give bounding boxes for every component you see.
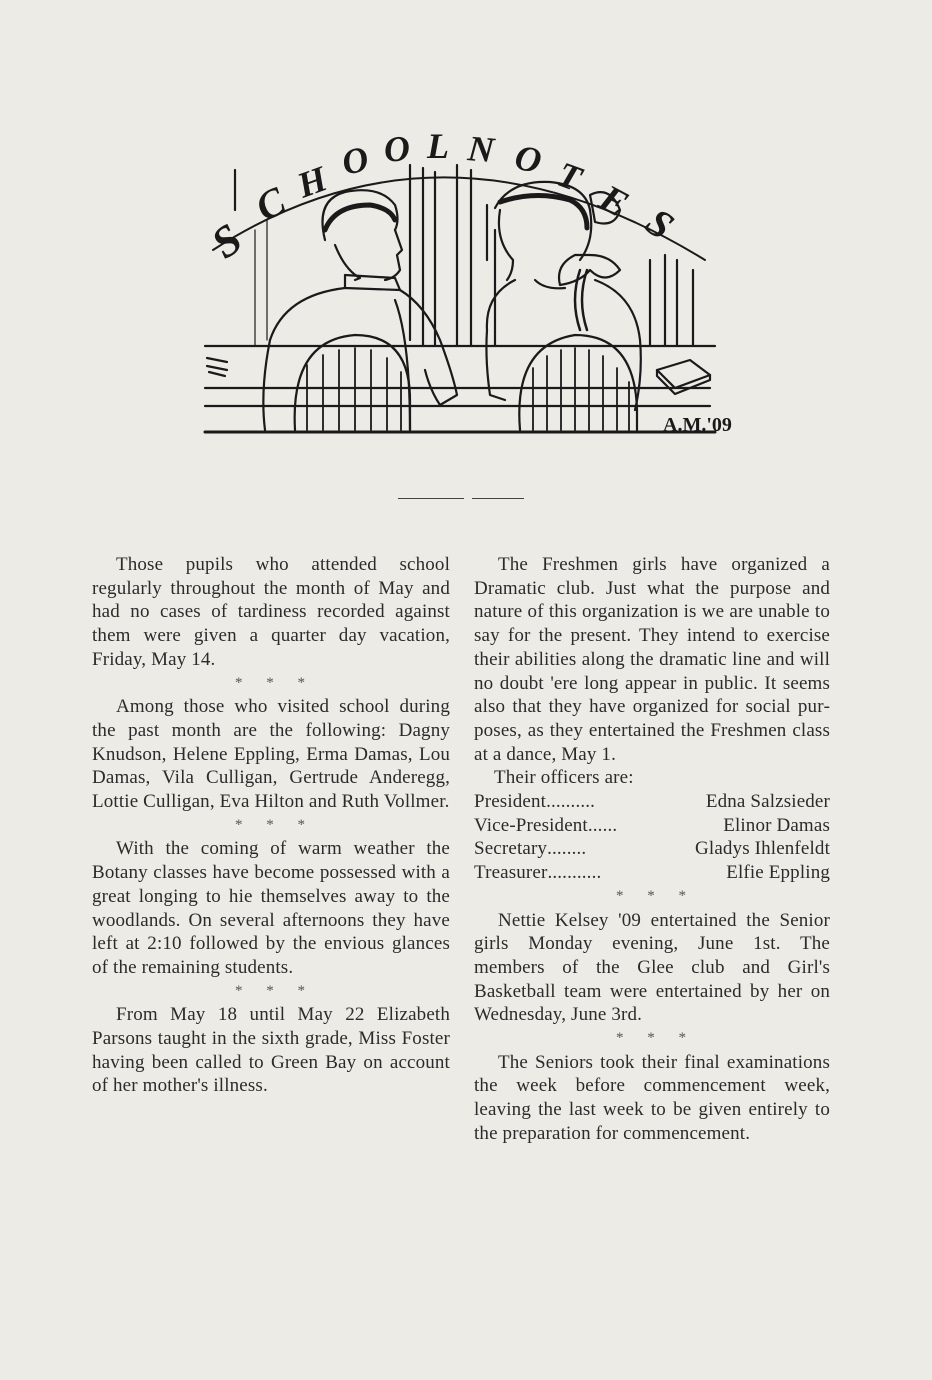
section-separator: * * * [235,816,315,833]
attendance-paragraph: Those pupils who attended school regularly throughout the month of May and had no cases of tardiness recorded against them were given a quarter day vacation, Friday, May 14. [92,554,450,670]
title-letter-t: T [552,153,587,200]
officer-role: President [474,791,547,813]
section-separator: * * * [235,674,315,691]
officer-role: Treasurer [474,862,548,884]
divider-rule-left [398,498,464,499]
header-illustration [195,110,732,440]
divider-rule-right [472,498,524,499]
officer-name: Elfie Eppling [726,862,830,884]
title-letter-s: S [202,214,251,269]
officers-heading: Their officers are: [494,767,634,789]
title-letter-s2: S [637,198,683,249]
school-notes-drawing [195,110,732,440]
title-letter-o2: O [382,127,412,170]
section-separator: * * * [616,887,696,904]
title-letter-o3: O [511,136,546,182]
kelsey-paragraph: Nettie Kelsey '09 entertained the Senior girls Monday evening, June 1st. The members of the Glee club and Girl's Basketball team were entertained by her on Wednesday, June 3rd. [474,909,830,1026]
title-letter-n: N [466,128,496,171]
botany-paragraph: With the coming of warm weather the Botany classes have become possessed with a great longing to hie themselves away to the woodlands. On several afternoons they have left at 2:10 followed by the envious glances of the remaining students. [92,838,450,978]
officer-row [474,837,830,861]
artist-signature: A.M.'09 [663,414,732,436]
substitute-teacher-paragraph: From May 18 until May 22 Elizabeth Parsons taught in the sixth grade, Miss Foster having been called to Green Bay on account of her mother's illness. [92,1004,450,1097]
officer-name: Gladys Ihlenfeldt [695,838,830,860]
officer-row [474,790,830,814]
section-separator: * * * [616,1030,696,1047]
officer-row [474,814,830,838]
title-letter-e: E [592,176,635,226]
title-letter-h: H [292,158,333,206]
officer-leader: ........... [547,862,602,884]
officer-name: Elinor Damas [723,814,830,836]
visitors-paragraph: Among those who visited school during the past month are the following: Dagny Knudson, Helene Eppling, Erma Damas, Lou Damas, Vila Culligan, Gertrude Anderegg, Lottie Culligan, Eva Hilton and Ruth Vollmer. [92,696,450,813]
officer-leader: .......... [546,791,596,813]
section-separator: * * * [235,982,315,999]
title-letter-l: L [427,126,449,166]
title-letter-o1: O [338,138,373,183]
officer-role: Secretary [474,838,548,860]
officer-leader: ...... [587,814,618,836]
right-column [474,553,830,1146]
officer-row [474,861,830,885]
dramatic-club-paragraph: The Freshmen girls have organized a Dramatic club. Just what the purpose and nature of this organization is we are unable to say for the present. They intend to exercise their abilities along the dramatic line and will no doubt 'ere long appear in public. It seems also that they have organized for social purposes, as they entertained the Freshmen class at a dance, May 1. [474,554,830,765]
officer-role: Vice-President [474,814,588,836]
left-column [92,553,450,1098]
officers-list [474,790,830,885]
title-letter-c: C [248,177,293,230]
officer-name: Edna Salzsieder [705,791,830,813]
officer-leader: ........ [547,838,587,860]
seniors-exams-paragraph: The Seniors took their final examinations the week before commencement week, leaving the last week to be given entirely to the preparation for commencement. [474,1051,830,1144]
